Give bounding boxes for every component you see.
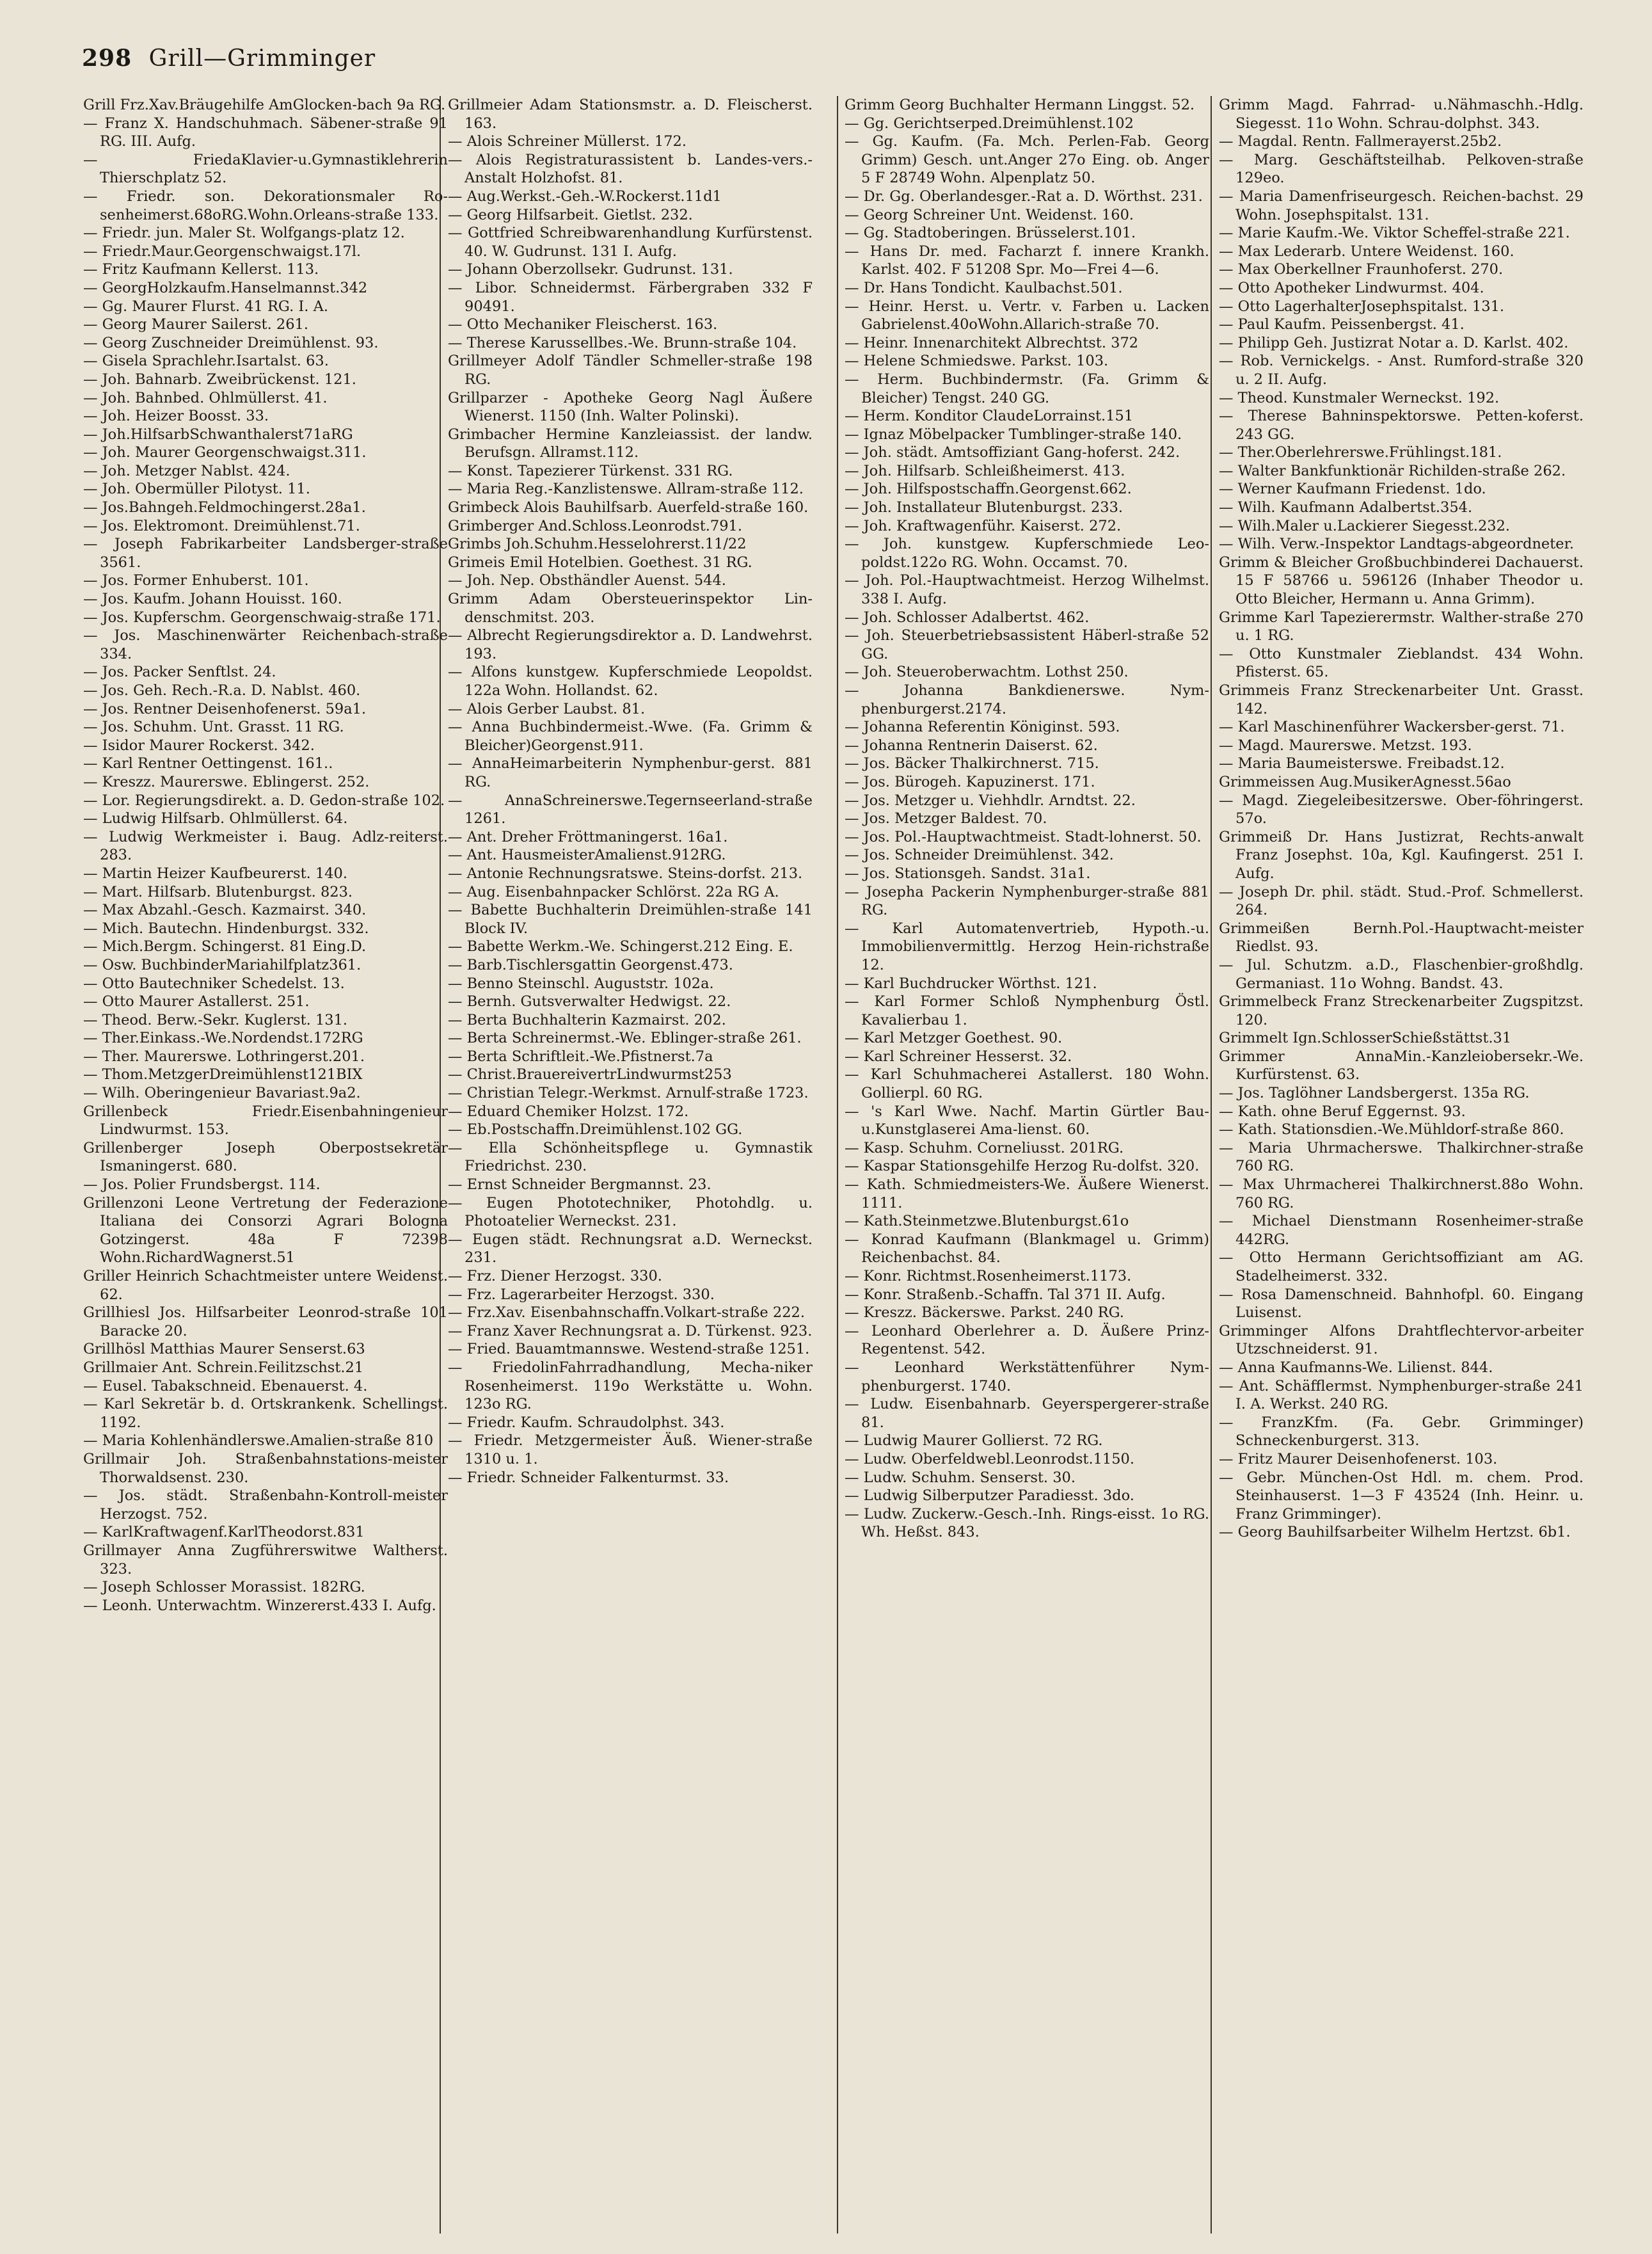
directory-subentry: — Anna Kaufmanns-We. Lilienst. 844. [1219,1359,1493,1376]
directory-subentry: — Werner Kaufmann Friedenst. 1do. [1219,481,1486,498]
directory-subentry: — Leonh. Unterwachtm. Winzererst.433 I. Aufg. [83,1597,436,1614]
directory-subentry: — Franz X. Handschuhmach. Säbener-straße 91 RG. III. Aufg. [83,115,448,150]
directory-subentry: — Joh. Obermüller Pilotyst. 11. [83,481,310,498]
directory-subentry: — Konst. Tapezierer Türkenst. 331 RG. [448,462,733,479]
directory-entry: Grillmaier Ant. Schrein.Feilitzschst.21 [83,1359,364,1376]
directory-subentry: — FriedaKlavier-u.Gymnastiklehrerin Thierschplatz 52. [83,151,448,187]
directory-subentry: — Aug. Eisenbahnpacker Schlörst. 22a RG A. [448,883,779,900]
directory-subentry: — Jos. Taglöhner Landsbergerst. 135a RG. [1219,1085,1530,1102]
directory-subentry: — GeorgHolzkaufm.Hanselmannst.342 [83,279,368,296]
directory-subentry: — Ludw. Zuckerw.-Gesch.-Inh. Rings-eisst. 1o RG. Wh. Heßst. 843. [845,1505,1209,1541]
directory-subentry: — Alois Registraturassistent b. Landes-vers.-Anstalt Holzhofst. 81. [448,151,813,187]
directory-subentry: — Jos. Stationsgeh. Sandst. 31a1. [845,865,1091,882]
directory-subentry: — Wilh. Oberingenieur Bavariast.9a2. [83,1085,361,1102]
directory-subentry: — Eugen Phototechniker, Photohdlg. u. Photoatelier Werneckst. 231. [448,1194,813,1230]
directory-subentry: — Otto Mechaniker Fleischerst. 163. [448,316,718,333]
directory-subentry: — Georg Maurer Sailerst. 261. [83,316,309,333]
column-2 [448,96,813,2234]
directory-subentry: — Konr. Straßenb.-Schaffn. Tal 371 II. Aufg. [845,1286,1166,1303]
directory-subentry: — Jul. Schutzm. a.D., Flaschenbier-großhdlg. Germaniast. 11o Wohng. Bandst. 43. [1219,956,1584,992]
directory-subentry: — Barb.Tischlersgattin Georgenst.473. [448,956,733,973]
directory-subentry: — Joseph Dr. phil. städt. Stud.-Prof. Schmellerst. 264. [1219,883,1584,919]
directory-subentry: — Dr. Gg. Oberlandesger.-Rat a. D. Wörthst. 231. [845,188,1203,205]
directory-subentry: — Johanna Bankdienerswe. Nym-phenburgerst.2174. [845,682,1209,717]
directory-subentry: — Eb.Postschaffn.Dreimühlenst.102 GG. [448,1121,743,1139]
directory-entry: Grillmeyer Adolf Tändler Schmeller-straße 198 RG. [448,353,813,388]
directory-subentry: — Jos. Bäcker Thalkirchnerst. 715. [845,755,1099,772]
directory-subentry: — Kath. ohne Beruf Eggernst. 93. [1219,1103,1466,1120]
directory-subentry: — Ludw. Eisenbahnarb. Geyerspergerer-straße 81. [845,1396,1209,1431]
directory-subentry: — Frz. Lagerarbeiter Herzogst. 330. [448,1286,715,1303]
directory-subentry: — Fritz Maurer Deisenhofenerst. 103. [1219,1450,1498,1467]
page-header [82,45,376,72]
directory-entry: Grimmeißen Bernh.Pol.-Hauptwacht-meister Riedlst. 93. [1219,920,1584,955]
directory-subentry: — Friedr. Kaufm. Schraudolphst. 343. [448,1414,725,1431]
directory-subentry: — Georg Hilfsarbeit. Gietlst. 232. [448,206,693,223]
directory-subentry: — Jos. Schneider Dreimühlenst. 342. [845,847,1114,864]
directory-subentry: — Joh. Hilfsarb. Schleißheimerst. 413. [845,462,1125,479]
directory-subentry: — Isidor Maurer Rockerst. 342. [83,737,315,754]
directory-subentry: — AnnaHeimarbeiterin Nymphenbur-gerst. 881 RG. [448,755,813,790]
directory-subentry: — Philipp Geh. Justizrat Notar a. D. Karlst. 402. [1219,334,1569,351]
directory-subentry: — Karl Automatenvertrieb, Hypoth.-u. Immobilienvermittlg. Herzog Hein-richstraße 12. [845,920,1209,973]
directory-subentry: — Ignaz Möbelpacker Tumblinger-straße 140. [845,426,1182,443]
column-rule [1211,96,1212,2234]
directory-subentry: — Frz. Diener Herzogst. 330. [448,1268,662,1284]
directory-subentry: — Jos. Metzger u. Viehhdlr. Arndtst. 22. [845,792,1136,809]
directory-subentry: — Therese Karussellbes.-We. Brunn-straße 104. [448,334,797,351]
running-head: Grill—Grimminger [148,45,376,72]
directory-subentry: — Helene Schmiedswe. Parkst. 103. [845,353,1109,370]
directory-entry: Grimeis Emil Hotelbien. Goethest. 31 RG. [448,554,752,571]
directory-subentry: — Franz Xaver Rechnungsrat a. D. Türkenst. 923. [448,1322,813,1339]
directory-subentry: — Leonhard Oberlehrer a. D. Äußere Prinz-Regentenst. 542. [845,1322,1209,1358]
directory-subentry: — Konrad Kaufmann (Blankmagel u. Grimm) Reichenbachst. 84. [845,1231,1209,1267]
directory-subentry: — Christ.BrauereivertrLindwurmst253 [448,1066,732,1083]
directory-subentry: — Wilh. Verw.-Inspektor Landtags-abgeordneter. [1219,536,1575,553]
column-3 [845,96,1209,2234]
directory-subentry: — Ludw. Oberfeldwebl.Leonrodst.1150. [845,1450,1135,1467]
directory-subentry: — Joh. städt. Amtsoffiziant Gang-hoferst. 242. [845,444,1180,461]
directory-subentry: — Ludwig Maurer Gollierst. 72 RG. [845,1432,1103,1450]
directory-subentry: — Albrecht Regierungsdirektor a. D. Landwehrst. 193. [448,627,813,662]
directory-entry: Grillhiesl Jos. Hilfsarbeiter Leonrod-straße 101 Baracke 20. [83,1304,448,1339]
directory-subentry: — Otto LagerhalterJosephspitalst. 131. [1219,298,1505,315]
directory-subentry: — Karl Buchdrucker Wörthst. 121. [845,975,1097,992]
directory-subentry: — Alois Schreiner Müllerst. 172. [448,133,687,150]
directory-subentry: — Karl Metzger Goethest. 90. [845,1030,1063,1047]
directory-subentry: — Heinr. Herst. u. Vertr. v. Farben u. Lacken Gabrielenst.40oWohn.Allarich-straße 70. [845,298,1209,333]
directory-subentry: — Max Abzahl.-Gesch. Kazmairst. 340. [83,902,367,919]
directory-subentry: — Rob. Vernickelgs. - Anst. Rumford-straße 320 u. 2 II. Aufg. [1219,353,1584,388]
directory-subentry: — Anna Buchbindermeist.-Wwe. (Fa. Grimm & Bleicher)Georgenst.911. [448,719,813,754]
directory-subentry: — Jos. Kupferschm. Georgenschwaig-straße 171. [83,609,441,626]
directory-entry: Grimminger Alfons Drahtflechtervor-arbeiter Utzschneiderst. 91. [1219,1322,1584,1358]
directory-entry: Grimmeissen Aug.MusikerAgnesst.56ao [1219,773,1511,790]
directory-entry: Grimbacher Hermine Kanzleiassist. der landw. Berufsgn. Allramst.112. [448,426,813,461]
directory-subentry: — Ant. Schäfflermst. Nymphenburger-straße 241 I. A. Werkst. 240 RG. [1219,1377,1584,1413]
directory-subentry: — Ludw. Schuhm. Senserst. 30. [845,1469,1076,1486]
directory-subentry: — Gg. Maurer Flurst. 41 RG. I. A. [83,298,328,315]
directory-entry: Grimmer AnnaMin.-Kanzleiobersekr.-We. Kurfürstenst. 63. [1219,1048,1584,1083]
directory-subentry: — Joh. Pol.-Hauptwachtmeist. Herzog Wilhelmst. 338 I. Aufg. [845,572,1209,608]
directory-subentry: — Maria Kohlenhändlerswe.Amalien-straße 810 [83,1432,434,1450]
directory-subentry: — FranzKfm. (Fa. Gebr. Grimminger) Schneckenburgerst. 313. [1219,1414,1584,1450]
directory-subentry: — Berta Schreinermst.-We. Eblinger-straße 261. [448,1030,802,1047]
directory-subentry: — Eusel. Tabakschneid. Ebenauerst. 4. [83,1377,368,1395]
directory-entry: Grimm Magd. Fahrrad- u.Nähmaschh.-Hdlg. Siegesst. 11o Wohn. Schrau-dolphst. 343. [1219,97,1584,132]
directory-subentry: — Gg. Kaufm. (Fa. Mch. Perlen-Fab. Georg Grimm) Gesch. unt.Anger 27o Eing. ob. Anger 5 F 28749 Wohn. Alpenplatz 50. [845,133,1209,187]
directory-entry: Grillenbeck Friedr.Eisenbahningenieur Lindwurmst. 153. [83,1103,448,1139]
directory-subentry: — Otto Bautechniker Schedelst. 13. [83,975,345,992]
directory-subentry: — Ant. Dreher Fröttmaningerst. 16a1. [448,828,728,845]
directory-subentry: — Libor. Schneidermst. Färbergraben 332 F 90491. [448,279,813,315]
directory-subentry: — Georg Bauhilfsarbeiter Wilhelm Hertzst. 6b1. [1219,1524,1571,1541]
directory-subentry: — Alois Gerber Laubst. 81. [448,700,646,717]
directory-subentry: — Marie Kaufm.-We. Viktor Scheffel-straße 221. [1219,225,1570,242]
column-rule [837,96,838,2234]
directory-entry: Grillmeier Adam Stationsmstr. a. D. Fleischerst. 163. [448,97,813,132]
directory-subentry: — Mich. Bautechn. Hindenburgst. 332. [83,920,369,937]
directory-subentry: — Johann Oberzollsekr. Gudrunst. 131. [448,261,733,278]
directory-subentry: — Hans Dr. med. Facharzt f. innere Krankh. Karlst. 402. F 51208 Spr. Mo—Frei 4—6. [845,243,1209,278]
directory-subentry: — Herm. Buchbindermstr. (Fa. Grimm & Bleicher) Tengst. 240 GG. [845,371,1209,406]
directory-subentry: — Jos. Metzger Baldest. 70. [845,810,1047,827]
directory-entry: Grimm Adam Obersteuerinspektor Lin-denschmitst. 203. [448,591,813,626]
directory-subentry: — Kath. Schmiedmeisters-We. Äußere Wienerst. 1111. [845,1176,1209,1211]
directory-subentry: — Ther.Oberlehrerswe.Frühlingst.181. [1219,444,1502,461]
directory-subentry: — Karl Sekretär b. d. Ortskrankenk. Schellingst. 1192. [83,1396,448,1431]
directory-subentry: — Thom.MetzgerDreimühlenst121BIX [83,1066,363,1083]
directory-subentry: — Joh. Metzger Nablst. 424. [83,462,290,479]
directory-subentry: — Jos. Kaufm. Johann Houisst. 160. [83,591,342,608]
directory-subentry: — Karl Schuhmacherei Astallerst. 180 Wohn. Gollierpl. 60 RG. [845,1066,1209,1102]
directory-subentry: — Maria Baumeisterswe. Freibadst.12. [1219,755,1505,772]
directory-subentry: — Joh.HilfsarbSchwanthalerst71aRG [83,426,353,443]
directory-subentry: — Ther. Maurerswe. Lothringerst.201. [83,1048,365,1065]
page-number: 298 [82,45,132,72]
directory-entry: Grillparzer - Apotheke Georg Nagl Äußere Wienerst. 1150 (Inh. Walter Polinski). [448,389,813,425]
directory-subentry: — Maria Damenfriseurgesch. Reichen-bachst. 29 Wohn. Josephspitalst. 131. [1219,188,1584,223]
directory-subentry: — Joh. Schlosser Adalbertst. 462. [845,609,1090,626]
directory-subentry: — Benno Steinschl. Auguststr. 102a. [448,975,714,992]
directory-entry: Grillmair Joh. Straßenbahnstations-meister Thorwaldsenst. 230. [83,1450,448,1486]
directory-subentry: — Eugen städt. Rechnungsrat a.D. Werneckst. 231. [448,1231,813,1267]
directory-subentry: — Leonhard Werkstättenführer Nym-phenburgerst. 1740. [845,1359,1209,1395]
directory-subentry: — Jos. Elektromont. Dreimühlenst.71. [83,517,360,534]
directory-subentry: — Heinr. Innenarchitekt Albrechtst. 372 [845,334,1139,351]
directory-subentry: — Ther.Einkass.-We.Nordendst.172RG [83,1030,363,1047]
directory-subentry: — Magdal. Rentn. Fallmerayerst.25b2. [1219,133,1502,150]
directory-subentry: — Theod. Berw.-Sekr. Kuglerst. 131. [83,1011,348,1028]
directory-subentry: — Jos. Pol.-Hauptwachtmeist. Stadt-lohnerst. 50. [845,828,1202,845]
directory-subentry: — Marg. Geschäftsteilhab. Pelkoven-straße 129eo. [1219,151,1584,187]
directory-subentry: — FriedolinFahrradhandlung, Mecha-niker Rosenheimerst. 119o Werkstätte u. Wohn. 123o RG. [448,1359,813,1413]
directory-subentry: — Paul Kaufm. Peissenbergst. 41. [1219,316,1465,333]
directory-entry: Grillmayer Anna Zugführerswitwe Waltherst. 323. [83,1542,448,1578]
directory-subentry: — Friedr. Metzgermeister Äuß. Wiener-straße 1310 u. 1. [448,1432,813,1467]
directory-subentry: — Johanna Referentin Königinst. 593. [845,719,1120,736]
directory-subentry: — Osw. BuchbinderMariahilfplatz361. [83,956,361,973]
directory-subentry: — Jos. städt. Straßenbahn-Kontroll-meister Herzogst. 752. [83,1487,448,1523]
directory-subentry: — Friedr.Maur.Georgenschwaigst.17l. [83,243,361,260]
directory-subentry: — Walter Bankfunktionär Richilden-straße 262. [1219,462,1566,479]
directory-subentry: — Michael Dienstmann Rosenheimer-straße 442RG. [1219,1213,1584,1248]
directory-subentry: — Wilh. Kaufmann Adalbertst.354. [1219,499,1473,516]
directory-subentry: — Friedr. jun. Maler St. Wolfgangs-platz 12. [83,225,405,242]
directory-subentry: — Joh. Hilfspostschaffn.Georgenst.662. [845,481,1132,498]
directory-subentry: — Herm. Konditor ClaudeLorrainst.151 [845,408,1134,425]
directory-subentry: — Jos. Geh. Rech.-R.a. D. Nablst. 460. [83,682,361,699]
directory-subentry: — Jos. Polier Frundsbergst. 114. [83,1176,321,1194]
directory-subentry: — Karl Schreiner Hesserst. 32. [845,1048,1072,1065]
directory-subentry: — Wilh.Maler u.Lackierer Siegesst.232. [1219,517,1511,534]
directory-subentry: — Rosa Damenschneid. Bahnhofpl. 60. Eingang Luisenst. [1219,1286,1584,1322]
directory-subentry: — Jos. Bürogeh. Kapuzinerst. 171. [845,773,1095,790]
directory-subentry: — Ant. HausmeisterAmalienst.912RG. [448,847,726,864]
directory-subentry: — KarlKraftwagenf.KarlTheodorst.831 [83,1524,365,1541]
directory-entry: Grill Frz.Xav.Bräugehilfe AmGlocken-bach 9a RG. [83,97,446,113]
directory-entry: Grimmelbeck Franz Streckenarbeiter Zugspitzst. 120. [1219,993,1584,1028]
directory-subentry: — Fried. Bauamtmannswe. Westend-straße 1251. [448,1341,810,1358]
directory-subentry: — Theod. Kunstmaler Werneckst. 192. [1219,389,1500,406]
directory-subentry: — Eduard Chemiker Holzst. 172. [448,1103,689,1120]
directory-subentry: — Ludwig Silberputzer Paradiesst. 3do. [845,1487,1134,1505]
directory-subentry: — Berta Schriftleit.-We.Pfistnerst.7a [448,1048,713,1065]
directory-subentry: — Kaspar Stationsgehilfe Herzog Ru-dolfst. 320. [845,1158,1200,1175]
directory-subentry: — Gottfried Schreibwarenhandlung Kurfürstenst. 40. W. Gudrunst. 131 I. Aufg. [448,225,813,260]
directory-subentry: — Joseph Schlosser Morassist. 182RG. [83,1579,365,1596]
directory-subentry: — Lor. Regierungsdirekt. a. D. Gedon-straße 102. [83,792,445,809]
directory-subentry: — Gg. Gerichtserped.Dreimühlenst.102 [845,115,1134,132]
directory-subentry: — Joh. Kraftwagenführ. Kaiserst. 272. [845,517,1122,534]
directory-subentry: — Jos. Schuhm. Unt. Grasst. 11 RG. [83,719,344,736]
directory-subentry: — Joseph Fabrikarbeiter Landsberger-straße 3561. [83,536,448,571]
directory-subentry: — Babette Buchhalterin Dreimühlen-straße 141 Block IV. [448,902,813,937]
directory-subentry: — Bernh. Gutsverwalter Hedwigst. 22. [448,993,731,1011]
directory-subentry: — Johanna Rentnerin Daiserst. 62. [845,737,1098,754]
directory-subentry: — Christian Telegr.-Werkmst. Arnulf-straße 1723. [448,1085,809,1102]
directory-entry: Grimmelt Ign.SchlosserSchießstättst.31 [1219,1030,1512,1047]
directory-subentry: — Kath. Stationsdien.-We.Mühldorf-straße 860. [1219,1121,1564,1139]
directory-subentry: — Fritz Kaufmann Kellerst. 113. [83,261,319,278]
directory-subentry: — Maria Uhrmacherswe. Thalkirchner-straße 760 RG. [1219,1139,1584,1175]
column-4 [1219,96,1584,2234]
directory-subentry: — Kreszz. Bäckerswe. Parkst. 240 RG. [845,1304,1124,1322]
directory-subentry: — Magd. Ziegeleibesitzerswe. Ober-föhringerst. 57o. [1219,792,1584,827]
directory-subentry: — Gebr. München-Ost Hdl. m. chem. Prod. Steinhauserst. 1—3 F 43524 (Inh. Heinr. u. Franz Grimminger). [1219,1469,1584,1523]
directory-entry: Grimmeiß Dr. Hans Justizrat, Rechts-anwalt Franz Josephst. 10a, Kgl. Kaufingerst. 251 I. Aufg. [1219,828,1584,882]
directory-subentry: — Joh. kunstgew. Kupferschmiede Leo-poldst.122o RG. Wohn. Occamst. 70. [845,536,1209,571]
directory-subentry: — Mart. Hilfsarb. Blutenburgst. 823. [83,883,353,900]
directory-subentry: — Martin Heizer Kaufbeurerst. 140. [83,865,348,882]
directory-subentry: — Konr. Richtmst.Rosenheimerst.1173. [845,1268,1132,1284]
directory-subentry: — Joh. Installateur Blutenburgst. 233. [845,499,1124,516]
directory-subentry: — Otto Apotheker Lindwurmst. 404. [1219,279,1484,296]
directory-subentry: — Antonie Rechnungsratswe. Steins-dorfst. 213. [448,865,803,882]
directory-entry: Grillhösl Matthias Maurer Senserst.63 [83,1341,365,1358]
directory-subentry: — Max Uhrmacherei Thalkirchnerst.88o Wohn. 760 RG. [1219,1176,1584,1211]
directory-subentry: — Josepha Packerin Nymphenburger-straße 881 RG. [845,883,1209,919]
directory-subentry: — Karl Former Schloß Nymphenburg Östl. Kavalierbau 1. [845,993,1209,1028]
directory-subentry: — Ernst Schneider Bergmannst. 23. [448,1176,711,1194]
directory-subentry: — Jos. Former Enhuberst. 101. [83,572,309,589]
directory-subentry: — Alfons kunstgew. Kupferschmiede Leopoldst. 122a Wohn. Hollandst. 62. [448,664,813,699]
directory-subentry: — Magd. Maurerswe. Metzst. 193. [1219,737,1472,754]
directory-subentry: — Kath.Steinmetzwe.Blutenburgst.61o [845,1213,1129,1230]
directory-subentry: — Friedr. son. Dekorationsmaler Ro-senheimerst.68oRG.Wohn.Orleans-straße 133. [83,188,448,223]
directory-entry: Griller Heinrich Schachtmeister untere Weidenst. 62. [83,1268,448,1303]
directory-subentry: — Joh. Steueroberwachtm. Lothst 250. [845,664,1129,681]
directory-subentry: — Babette Werkm.-We. Schingerst.212 Eing. E. [448,938,793,955]
directory-subentry: — Ella Schönheitspflege u. Gymnastik Friedrichst. 230. [448,1139,813,1175]
directory-subentry: — Ludwig Hilfsarb. Ohlmüllerst. 64. [83,810,348,827]
directory-subentry: — Maria Reg.-Kanzlistenswe. Allram-straße 112. [448,481,804,498]
directory-subentry: — Joh. Maurer Georgenschwaigst.311. [83,444,367,461]
directory-subentry: — Jos. Maschinenwärter Reichenbach-straße 334. [83,627,448,662]
directory-subentry: — Kreszz. Maurerswe. Eblingerst. 252. [83,773,370,790]
directory-subentry: — Joh. Steuerbetriebsassistent Häberl-straße 52 GG. [845,627,1209,662]
directory-subentry: — Mich.Bergm. Schingerst. 81 Eing.D. [83,938,367,955]
directory-subentry: — Otto Hermann Gerichtsoffiziant am AG. Stadelheimerst. 332. [1219,1249,1584,1284]
directory-subentry: — Jos. Rentner Deisenhofenerst. 59a1. [83,700,367,717]
column-1 [83,96,448,2234]
directory-subentry: — AnnaSchreinerswe.Tegernseerland-straße 1261. [448,792,813,827]
directory-subentry: — Jos. Packer Senftlst. 24. [83,664,276,681]
directory-subentry: — Karl Maschinenführer Wackersber-gerst. 71. [1219,719,1565,736]
directory-subentry: — Dr. Hans Tondicht. Kaulbachst.501. [845,279,1123,296]
directory-entry: Grillenberger Joseph Oberpostsekretär Ismaningerst. 680. [83,1139,448,1175]
directory-entry: Grimbs Joh.Schuhm.Hesselohrerst.11/22 [448,536,747,553]
directory-entry: Grimbeck Alois Bauhilfsarb. Auerfeld-straße 160. [448,499,809,516]
directory-subentry: — Max Oberkellner Fraunhoferst. 270. [1219,261,1504,278]
directory-subentry: — Frz.Xav. Eisenbahnschaffn.Volkart-straße 222. [448,1304,805,1322]
directory-subentry: — Joh. Heizer Boosst. 33. [83,408,269,425]
directory-subentry: — Georg Zuschneider Dreimühlenst. 93. [83,334,379,351]
directory-subentry: — Gisela Sprachlehr.Isartalst. 63. [83,353,329,370]
directory-entry: Grimm & Bleicher Großbuchbinderei Dachauerst. 15 F 58766 u. 596126 (Inhaber Theodor u. Otto Bleicher, Hermann u. Anna Grimm). [1219,554,1584,608]
directory-subentry: — 's Karl Wwe. Nachf. Martin Gürtler Bau- u.Kunstglaserei Ama-lienst. 60. [845,1103,1209,1139]
directory-subentry: — Otto Kunstmaler Zieblandst. 434 Wohn. Pfisterst. 65. [1219,645,1584,681]
directory-subentry: — Joh. Bahnbed. Ohlmüllerst. 41. [83,389,328,406]
directory-subentry: — Max Lederarb. Untere Weidenst. 160. [1219,243,1514,260]
directory-entry: Grimberger And.Schloss.Leonrodst.791. [448,517,742,534]
directory-subentry: — Gg. Stadtoberingen. Brüsselerst.101. [845,225,1136,242]
directory-entry: Grimmeis Franz Streckenarbeiter Unt. Grasst. 142. [1219,682,1584,717]
directory-entry: Grimm Georg Buchhalter Hermann Linggst. 52. [845,97,1195,113]
directory-subentry: — Otto Maurer Astallerst. 251. [83,993,310,1011]
directory-subentry: — Joh. Nep. Obsthändler Auenst. 544. [448,572,726,589]
directory-entry: Grimme Karl Tapezierermstr. Walther-straße 270 u. 1 RG. [1219,609,1584,644]
directory-subentry: — Therese Bahninspektorswe. Petten-koferst. 243 GG. [1219,408,1584,443]
directory-subentry: — Ludwig Werkmeister i. Baug. Adlz-reiterst. 283. [83,828,448,864]
directory-subentry: — Karl Rentner Oettingenst. 161.. [83,755,333,772]
directory-subentry: — Jos.Bahngeh.Feldmochingerst.28a1. [83,499,366,516]
directory-subentry: — Berta Buchhalterin Kazmairst. 202. [448,1011,726,1028]
directory-subentry: — Georg Schreiner Unt. Weidenst. 160. [845,206,1134,223]
directory-subentry: — Kasp. Schuhm. Corneliusst. 201RG. [845,1139,1124,1156]
directory-subentry: — Aug.Werkst.-Geh.-W.Rockerst.11d1 [448,188,722,205]
directory-subentry: — Friedr. Schneider Falkenturmst. 33. [448,1469,729,1486]
directory-subentry: — Joh. Bahnarb. Zweibrückenst. 121. [83,371,356,388]
directory-entry: Grillenzoni Leone Vertretung der Federazione Italiana dei Consorzi Agrari Bologna Gotzingerst. 48a F 72398 Wohn.RichardWagnerst.51 [83,1194,448,1267]
